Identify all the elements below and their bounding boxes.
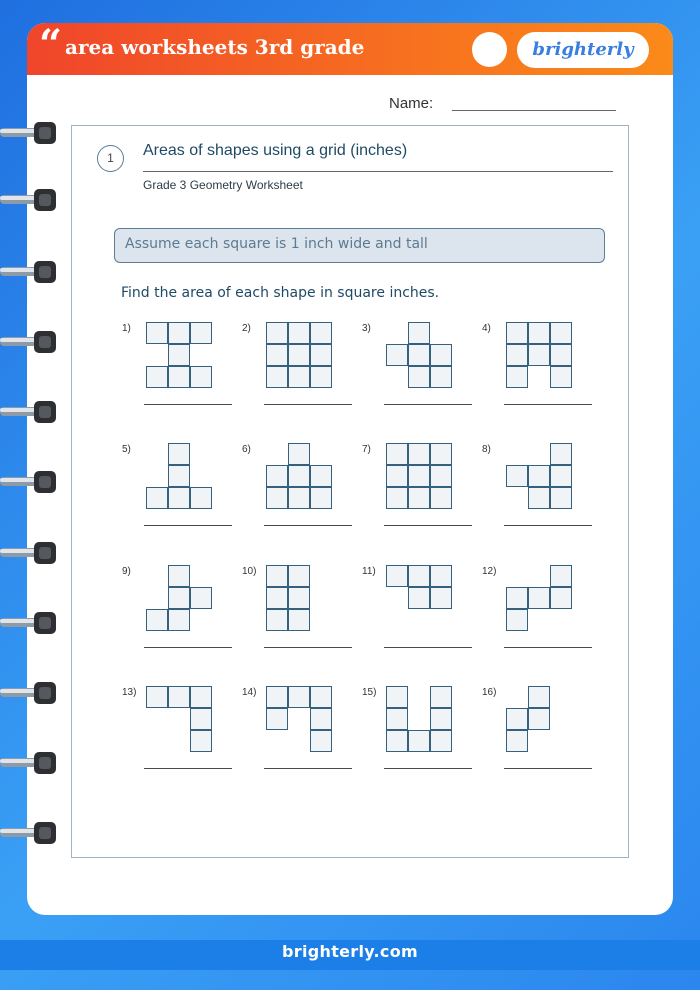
name-field[interactable]: [452, 110, 616, 111]
problem-number: 7): [362, 444, 371, 455]
shape-grid-square: [168, 686, 190, 708]
shape-grid-square: [266, 465, 288, 487]
shape-grid-square: [266, 587, 288, 609]
worksheet-subtitle: Grade 3 Geometry Worksheet: [143, 178, 303, 192]
shape-grid-square: [146, 686, 168, 708]
shape-grid-square: [528, 322, 550, 344]
shape-grid-square: [266, 322, 288, 344]
shape-grid-square: [168, 587, 190, 609]
shape-grid-square: [528, 587, 550, 609]
shape-grid-square: [310, 686, 332, 708]
answer-line[interactable]: [384, 525, 472, 526]
answer-line[interactable]: [264, 647, 352, 648]
shape-grid-square: [528, 686, 550, 708]
shape-grid-square: [266, 487, 288, 509]
shape-grid-square: [310, 366, 332, 388]
shape-grid-square: [310, 344, 332, 366]
shape-grid-square: [386, 708, 408, 730]
direction-text: Find the area of each shape in square inches.: [121, 285, 440, 301]
shape-grid-square: [386, 686, 408, 708]
logo-text: brighterly: [532, 39, 634, 60]
shape-grid-square: [386, 487, 408, 509]
shape-grid-square: [430, 708, 452, 730]
shape-grid-square: [386, 344, 408, 366]
spiral-ring: [0, 821, 60, 845]
problem-number: 1): [122, 323, 131, 334]
spiral-ring: [0, 188, 60, 212]
spiral-ring: [0, 330, 60, 354]
shape-grid-square: [168, 565, 190, 587]
shape-grid-square: [430, 443, 452, 465]
problem-number: 13): [122, 687, 137, 698]
shape-grid-square: [146, 487, 168, 509]
answer-line[interactable]: [144, 768, 232, 769]
quote-icon: “: [39, 23, 63, 68]
shape-grid-square: [528, 465, 550, 487]
shape-grid-square: [310, 465, 332, 487]
shape-grid-square: [506, 708, 528, 730]
problem-number: 10): [242, 566, 257, 577]
shape-grid-square: [266, 708, 288, 730]
shape-grid-square: [168, 443, 190, 465]
shape-grid-square: [190, 322, 212, 344]
shape-grid-square: [430, 565, 452, 587]
shape-grid-square: [266, 686, 288, 708]
shape-grid-square: [430, 465, 452, 487]
shape-grid-square: [408, 322, 430, 344]
instruction-box: [114, 228, 605, 263]
shape-grid-square: [266, 366, 288, 388]
shape-grid-square: [506, 344, 528, 366]
shape-grid-square: [146, 609, 168, 631]
shape-grid-square: [266, 565, 288, 587]
shape-grid-square: [408, 344, 430, 366]
shape-grid-square: [386, 730, 408, 752]
shape-grid-square: [288, 344, 310, 366]
shape-grid-square: [408, 443, 430, 465]
shape-grid-square: [190, 708, 212, 730]
shape-grid-square: [430, 686, 452, 708]
shape-grid-square: [506, 609, 528, 631]
answer-line[interactable]: [384, 647, 472, 648]
problem-number: 11): [362, 566, 376, 577]
shape-grid-square: [310, 708, 332, 730]
shape-grid-square: [266, 344, 288, 366]
spiral-ring: [0, 470, 60, 494]
answer-line[interactable]: [504, 525, 592, 526]
answer-line[interactable]: [504, 647, 592, 648]
shape-grid-square: [266, 609, 288, 631]
title-divider: [143, 171, 613, 172]
answer-line[interactable]: [264, 768, 352, 769]
shape-grid-square: [430, 730, 452, 752]
problem-number: 15): [362, 687, 377, 698]
shape-grid-square: [430, 344, 452, 366]
shape-grid-square: [190, 487, 212, 509]
worksheet-number: 1: [97, 145, 124, 172]
problem-number: 5): [122, 444, 131, 455]
shape-grid-square: [528, 487, 550, 509]
shape-grid-square: [190, 587, 212, 609]
spiral-ring: [0, 611, 60, 635]
answer-line[interactable]: [264, 404, 352, 405]
name-label: Name:: [389, 95, 434, 112]
shape-grid-square: [550, 344, 572, 366]
instruction-text: Assume each square is 1 inch wide and tall: [125, 236, 428, 252]
spiral-ring: [0, 400, 60, 424]
shape-grid-square: [528, 708, 550, 730]
answer-line[interactable]: [384, 404, 472, 405]
shape-grid-square: [408, 587, 430, 609]
shape-grid-square: [146, 366, 168, 388]
spiral-ring: [0, 121, 60, 145]
problem-number: 3): [362, 323, 371, 334]
shape-grid-square: [168, 609, 190, 631]
shape-grid-square: [288, 322, 310, 344]
shape-grid-square: [386, 443, 408, 465]
shape-grid-square: [408, 730, 430, 752]
shape-grid-square: [288, 465, 310, 487]
shape-grid-square: [506, 366, 528, 388]
problem-number: 16): [482, 687, 497, 698]
answer-line[interactable]: [504, 768, 592, 769]
shape-grid-square: [550, 443, 572, 465]
problem-number: 6): [242, 444, 251, 455]
shape-grid-square: [288, 587, 310, 609]
answer-line[interactable]: [144, 525, 232, 526]
brighterly-logo[interactable]: [517, 32, 649, 68]
shape-grid-square: [408, 487, 430, 509]
problem-number: 2): [242, 323, 251, 334]
shape-grid-square: [168, 322, 190, 344]
shape-grid-square: [506, 587, 528, 609]
problem-number: 12): [482, 566, 497, 577]
shape-grid-square: [190, 686, 212, 708]
answer-line[interactable]: [504, 404, 592, 405]
spiral-ring: [0, 751, 60, 775]
worksheet-title: Areas of shapes using a grid (inches): [143, 142, 408, 159]
shape-grid-square: [506, 322, 528, 344]
shape-grid-square: [288, 609, 310, 631]
answer-line[interactable]: [144, 404, 232, 405]
shape-grid-square: [168, 465, 190, 487]
shape-grid-square: [288, 487, 310, 509]
banner-title: area worksheets 3rd grade: [65, 35, 365, 59]
footer-url[interactable]: brighterly.com: [282, 942, 418, 961]
shape-grid-square: [168, 366, 190, 388]
shape-grid-square: [168, 344, 190, 366]
shape-grid-square: [310, 487, 332, 509]
shape-grid-square: [310, 322, 332, 344]
problem-number: 14): [242, 687, 257, 698]
problem-number: 8): [482, 444, 491, 455]
shape-grid-square: [408, 565, 430, 587]
shape-grid-square: [550, 565, 572, 587]
shape-grid-square: [506, 465, 528, 487]
shape-grid-square: [288, 443, 310, 465]
spiral-ring: [0, 541, 60, 565]
shape-grid-square: [550, 487, 572, 509]
answer-line[interactable]: [144, 647, 232, 648]
answer-line[interactable]: [264, 525, 352, 526]
shape-grid-square: [386, 565, 408, 587]
problem-number: 4): [482, 323, 491, 334]
shape-grid-square: [430, 366, 452, 388]
shape-grid-square: [550, 465, 572, 487]
shape-grid-square: [430, 487, 452, 509]
shape-grid-square: [506, 730, 528, 752]
shape-grid-square: [288, 565, 310, 587]
answer-line[interactable]: [384, 768, 472, 769]
shape-grid-square: [408, 366, 430, 388]
header-banner: [27, 23, 673, 75]
spiral-ring: [0, 260, 60, 284]
shape-grid-square: [310, 730, 332, 752]
shape-grid-square: [288, 686, 310, 708]
shape-grid-square: [190, 366, 212, 388]
shape-grid-square: [550, 322, 572, 344]
shape-grid-square: [528, 344, 550, 366]
shape-grid-square: [550, 366, 572, 388]
header-dot: [472, 32, 507, 67]
shape-grid-square: [168, 487, 190, 509]
shape-grid-square: [146, 322, 168, 344]
shape-grid-square: [386, 465, 408, 487]
shape-grid-square: [550, 587, 572, 609]
problem-number: 9): [122, 566, 131, 577]
shape-grid-square: [408, 465, 430, 487]
shape-grid-square: [288, 366, 310, 388]
shape-grid-square: [430, 587, 452, 609]
spiral-ring: [0, 681, 60, 705]
shape-grid-square: [190, 730, 212, 752]
